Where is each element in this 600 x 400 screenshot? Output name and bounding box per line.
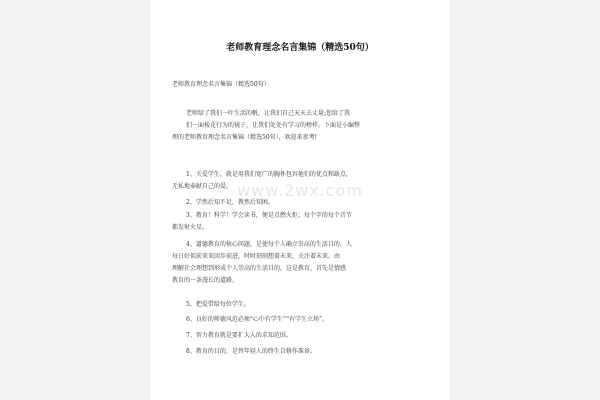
list-item [172, 299, 430, 311]
list-item-line: 2、学然后知不足，教然后知困。 [186, 199, 274, 206]
list-item-line: 3、教育！科学！学会读书，便是点燃火炬；每个字的每个音节 [186, 212, 352, 219]
document-title: 老师教育理念名言集锦（精选50句） [226, 43, 374, 53]
intro-line: 们一面棱花行为的镜子，让我们处处有学习的榜样。下面是小编整 [186, 122, 361, 129]
watermark: www.2wx.com [237, 181, 363, 200]
list-item-line: 6、良好的师德风范必须“心中有学生”“有学生立场”。 [186, 316, 329, 323]
list-item-line: 5、把爱带给每位学生。 [186, 301, 250, 308]
list-item [172, 239, 430, 287]
intro-paragraph [172, 108, 430, 144]
list-item [172, 314, 430, 326]
document-page [150, 0, 450, 400]
list-item [172, 210, 430, 234]
list-item-line: 都发射火星。 [172, 224, 209, 231]
list-item [172, 197, 430, 209]
list-item [172, 330, 430, 342]
list-item-line: 理解社会理想到形成个人崇高的生活目的，这是教育，首先是情感 [172, 265, 347, 272]
list-item-line: 1、关爱学生，就是用我们宽广的胸怀包容他们的优点和缺点， [186, 171, 352, 178]
intro-line: 老师给了我们一叶生活的帆，让我们自己天天去丈量;您给了我 [186, 110, 351, 117]
list-item-line: 每日好似前来来回步前进，时时刻刻想着未来，关注着未来。由 [172, 253, 341, 260]
document-subtitle: 老师教育理念名言集锦（精选50句） [172, 81, 270, 88]
list-item [172, 169, 430, 193]
list-item-line: 7、智力教育就是要扩大人的求知范围。 [186, 332, 292, 339]
list-item [172, 346, 430, 358]
intro-line: 理的老师教育理念名言集锦（精选50句），欢迎来参考! [172, 134, 318, 141]
list-item-line: 4、道德教育的核心问题，是使每个人确立崇高的生活目的。人 [186, 241, 352, 248]
list-item-line: 无私地奉献自己的爱。 [172, 183, 233, 190]
list-item-line: 8、教育的目的，是替年轻人的终生自修作准备。 [186, 348, 316, 355]
list-item-line: 教育的一条漫长的道路。 [172, 277, 239, 284]
